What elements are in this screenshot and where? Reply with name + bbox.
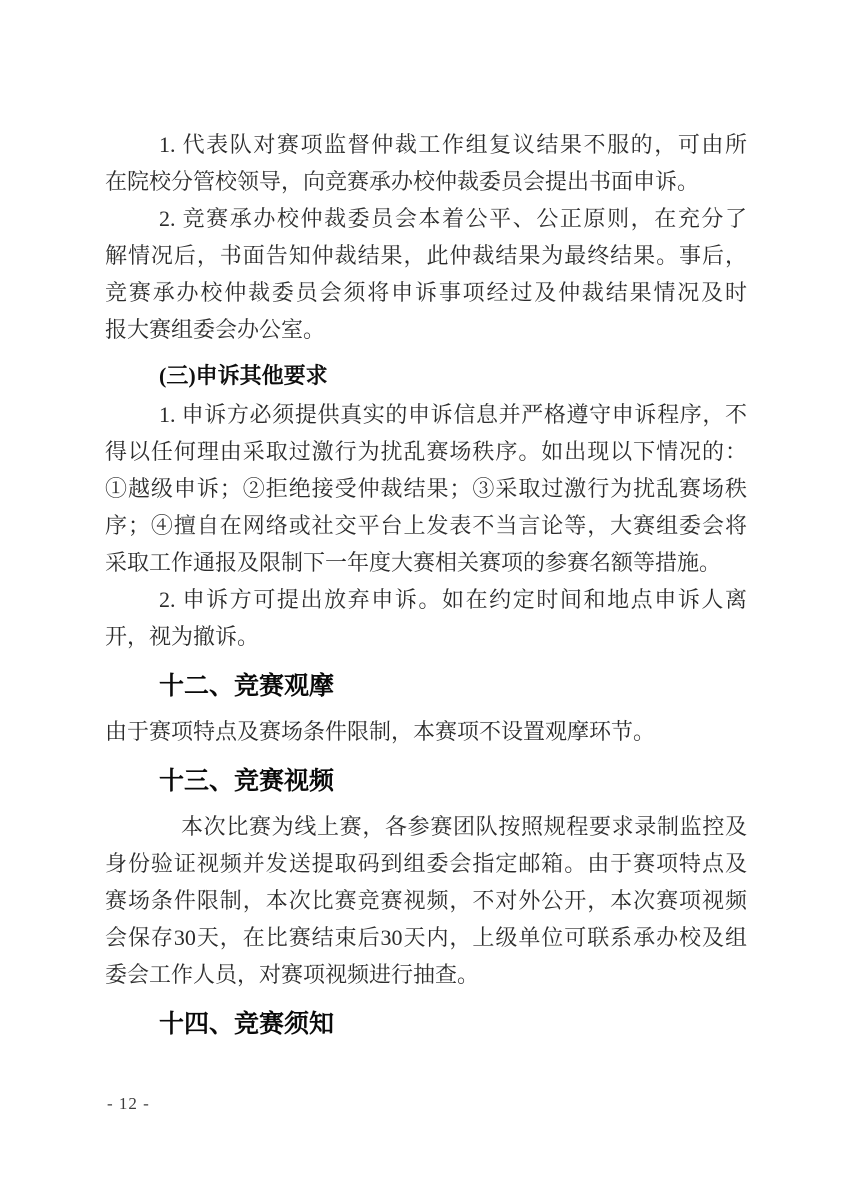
- text-line: 十二、竞赛观摩: [159, 672, 335, 700]
- text-line: 报大赛组委会办公室。: [105, 317, 326, 342]
- text-line: 开，视为撤诉。: [105, 624, 260, 649]
- section-heading: [105, 665, 747, 707]
- text-line: (三)申诉其他要求: [159, 363, 328, 388]
- text-line: 解情况后，书面告知仲裁结果，此仲裁结果为最终结果。事后，: [105, 243, 747, 268]
- paragraph: [105, 581, 747, 655]
- text-line: 竞赛承办校仲裁委员会须将申诉事项经过及仲裁结果情况及时: [105, 280, 747, 305]
- text-line: 十三、竞赛视频: [159, 767, 335, 795]
- text-line: 序；④擅自在网络或社交平台上发表不当言论等，大赛组委会将: [105, 513, 747, 538]
- text-line: 在院校分管校领导，向竞赛承办校仲裁委员会提出书面申诉。: [105, 169, 700, 194]
- paragraph: [105, 396, 747, 581]
- paragraph: [105, 200, 747, 348]
- section-heading: [105, 1003, 747, 1045]
- text-line: 由于赛项特点及赛场条件限制，本赛项不设置观摩环节。: [105, 719, 656, 744]
- page-number: - 12 -: [107, 1094, 150, 1113]
- subsection-heading: [105, 356, 747, 396]
- text-line: 得以任何理由采取过激行为扰乱赛场秩序。如出现以下情况的：: [105, 439, 747, 464]
- text-line: 采取工作通报及限制下一年度大赛相关赛项的参赛名额等措施。: [105, 550, 722, 575]
- section-heading: [105, 760, 747, 802]
- text-line: ①越级申诉；②拒绝接受仲裁结果；③采取过激行为扰乱赛场秩: [105, 476, 747, 501]
- text-line: 会保存30天，在比赛结束后30天内，上级单位可联系承办校及组: [105, 925, 747, 950]
- text-line: 赛场条件限制，本次比赛竞赛视频，不对外公开，本次赛项视频: [105, 888, 747, 913]
- text-line: 1. 申诉方必须提供真实的申诉信息并严格遵守申诉程序，不: [159, 402, 747, 427]
- text-line: 2. 竞赛承办校仲裁委员会本着公平、公正原则，在充分了: [159, 206, 747, 231]
- paragraph: [105, 126, 747, 200]
- text-line: 本次比赛为线上赛，各参赛团队按照规程要求录制监控及: [181, 814, 747, 839]
- text-line: 十四、竞赛须知: [159, 1010, 335, 1038]
- text-line: 身份验证视频并发送提取码到组委会指定邮箱。由于赛项特点及: [105, 851, 747, 876]
- text-line: 委会工作人员，对赛项视频进行抽查。: [105, 962, 480, 987]
- text-line: 1. 代表队对赛项监督仲裁工作组复议结果不服的，可由所: [159, 132, 747, 157]
- document-body: [105, 126, 747, 1051]
- paragraph: [105, 808, 747, 993]
- paragraph: [105, 713, 747, 750]
- text-line: 2. 申诉方可提出放弃申诉。如在约定时间和地点申诉人离: [159, 587, 747, 612]
